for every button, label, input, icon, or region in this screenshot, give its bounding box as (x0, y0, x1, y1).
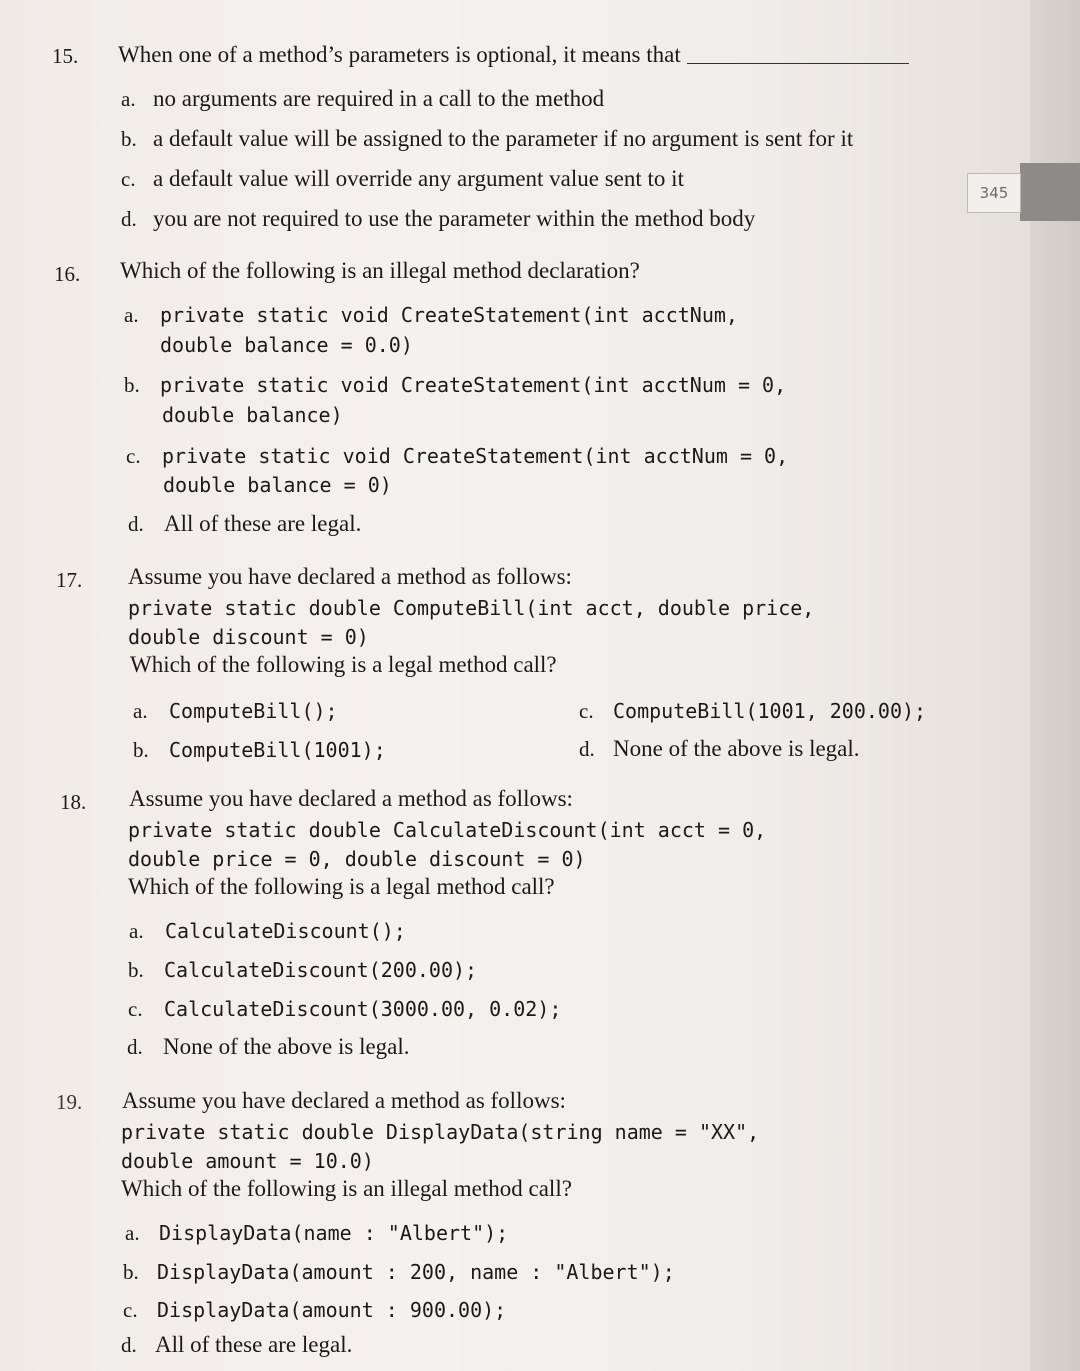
question-19-option-b: b. DisplayData(amount : 200, name : "Albert"); (123, 1260, 675, 1284)
question-19-option-a: a. DisplayData(name : "Albert"); (125, 1221, 509, 1245)
page-tab (1020, 163, 1080, 221)
question-19-code-line1: private static double DisplayData(string name = "XX", (121, 1120, 760, 1144)
question-18-intro: Assume you have declared a method as follows: (129, 786, 573, 811)
question-16-option-b: b. private static void CreateStatement(int acctNum = 0, (124, 373, 787, 397)
question-18-number: 18. (60, 790, 87, 814)
question-17-option-b: b. ComputeBill(1001); (133, 738, 386, 762)
question-18-option-c: c. CalculateDiscount(3000.00, 0.02); (128, 997, 562, 1021)
question-18-option-a: a. CalculateDiscount(); (129, 919, 406, 943)
question-16-option-b-line2: double balance) (162, 403, 343, 427)
question-19-option-c: c. DisplayData(amount : 900.00); (123, 1298, 507, 1322)
question-16-stem: Which of the following is an illegal method declaration? (120, 258, 640, 283)
question-17-option-c: c. ComputeBill(1001, 200.00); (579, 699, 927, 723)
question-16-option-c: c. private static void CreateStatement(int acctNum = 0, (126, 444, 789, 468)
question-18-code-line1: private static double CalculateDiscount(int acct = 0, (128, 818, 767, 842)
question-17-option-a: a. ComputeBill(); (133, 699, 338, 723)
question-16-option-d: d. All of these are legal. (128, 511, 362, 536)
answer-blank (687, 63, 909, 64)
question-16-number: 16. (54, 262, 81, 286)
question-17-question: Which of the following is a legal method call? (130, 652, 557, 677)
question-19-intro: Assume you have declared a method as follows: (122, 1088, 566, 1113)
question-15-option-c: c. a default value will override any argument value sent to it (121, 166, 684, 191)
question-17-code-line2: double discount = 0) (128, 625, 369, 649)
question-15-option-d: d. you are not required to use the parameter within the method body (121, 206, 756, 231)
question-15-number: 15. (52, 44, 79, 68)
question-18-question: Which of the following is a legal method call? (128, 874, 555, 899)
question-16-option-a: a. private static void CreateStatement(int acctNum, (124, 303, 738, 327)
question-16-option-c-line2: double balance = 0) (163, 473, 392, 497)
question-17-number: 17. (56, 568, 83, 592)
question-18-option-d: d. None of the above is legal. (127, 1034, 410, 1059)
question-17-option-d: d. None of the above is legal. (579, 736, 860, 761)
question-19-code-line2: double amount = 10.0) (121, 1149, 374, 1173)
question-18-code-line2: double price = 0, double discount = 0) (128, 847, 586, 871)
question-16-option-a-line2: double balance = 0.0) (160, 333, 413, 357)
question-15-option-b: b. a default value will be assigned to the parameter if no argument is sent for it (121, 126, 854, 151)
question-19-option-d: d. All of these are legal. (121, 1332, 353, 1357)
page-number: 345 (967, 173, 1021, 213)
question-17-code-line1: private static double ComputeBill(int acct, double price, (128, 596, 815, 620)
question-19-question: Which of the following is an illegal method call? (121, 1176, 572, 1201)
question-18-option-b: b. CalculateDiscount(200.00); (128, 958, 478, 982)
question-15-option-a: a. no arguments are required in a call to the method (121, 86, 605, 111)
question-15-stem: When one of a method’s parameters is optional, it means that (118, 42, 909, 68)
question-17-intro: Assume you have declared a method as follows: (128, 564, 572, 589)
question-19-number: 19. (56, 1090, 83, 1114)
